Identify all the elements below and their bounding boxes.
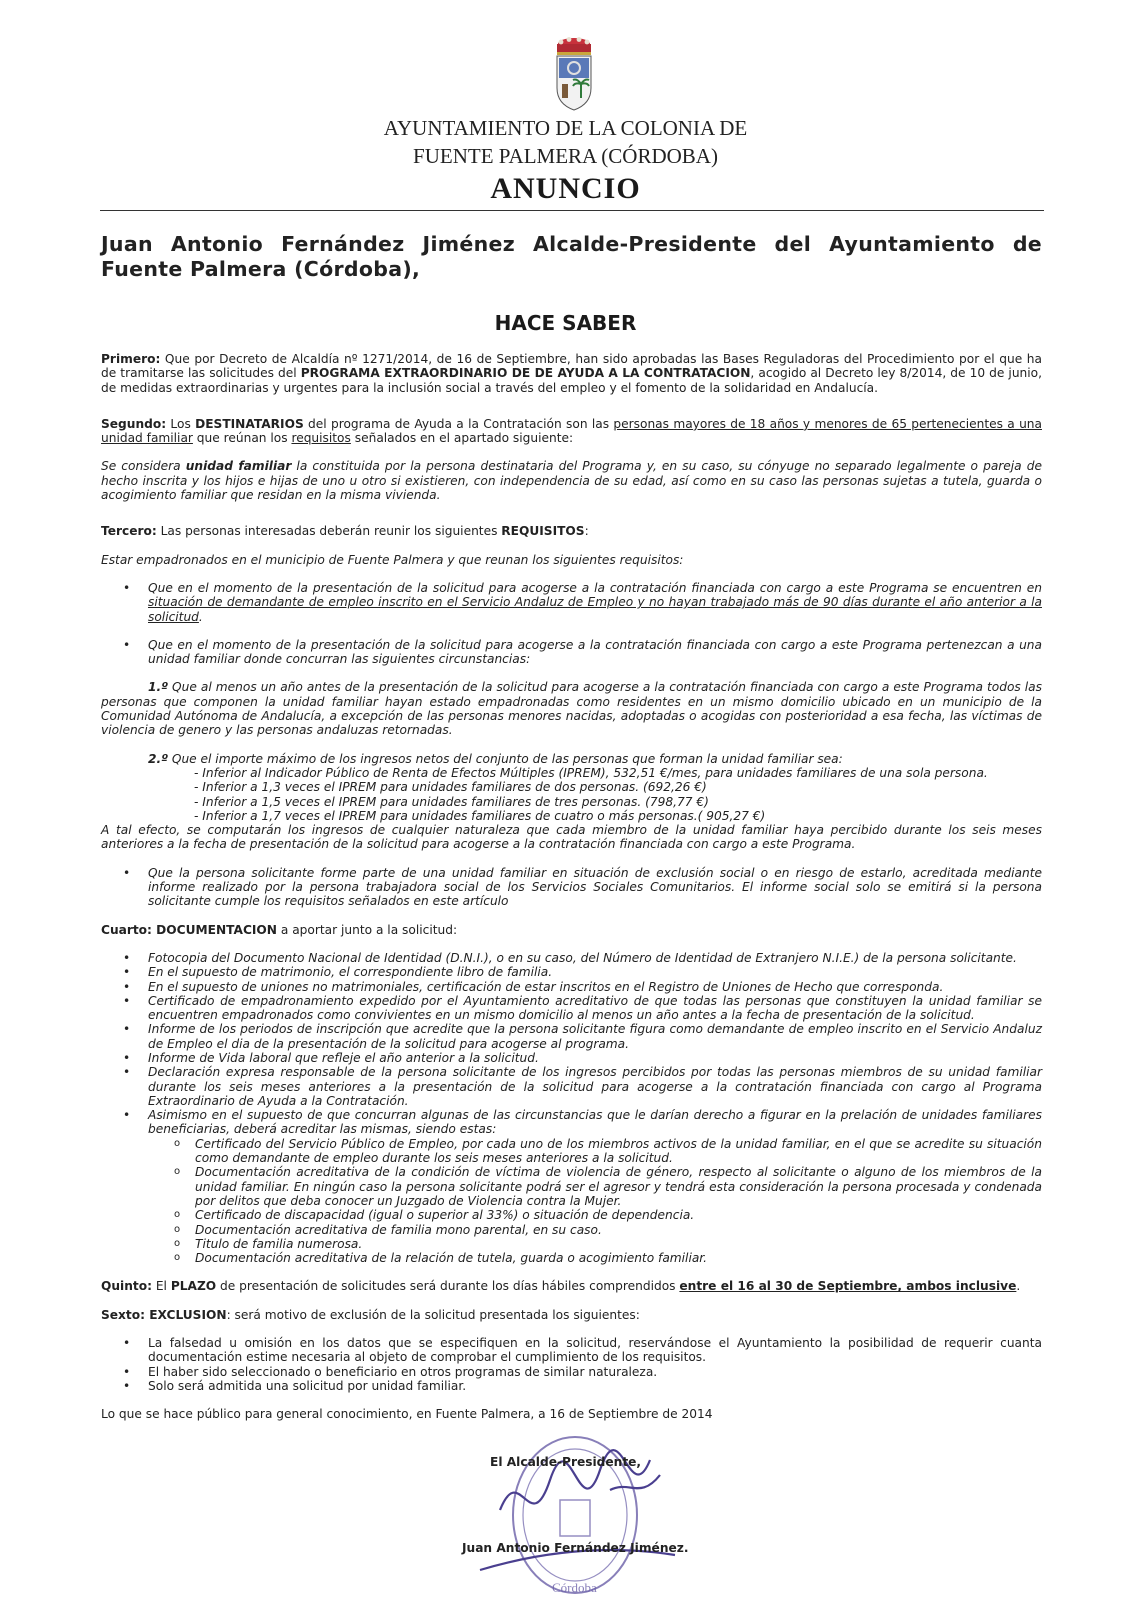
section-label: Quinto:: [101, 1279, 152, 1294]
requirements-list: [101, 638, 1042, 667]
deadline-text: entre el 16 al 30 de Septiembre, ambos inclusive: [679, 1279, 1017, 1294]
list-item: • Informe de los periodos de inscripción que acredite que la persona solicitante figura como demandante de empleo inscrito en el Servicio Andaluz de Empleo el dia de la presentación de la solicitud para acogerse al programa.: [101, 1022, 1042, 1051]
list-item: o Titulo de familia numerosa.: [101, 1237, 1042, 1251]
text-bold: unidad familiar: [185, 459, 292, 474]
text: la constituida por la persona destinataria del Programa y, en su caso, su cónyuge no separado legalmente o pareja de hecho inscrita y los hijos e hijas de uno u otro si existieren, con independencia de su edad, así como en su caso las personas sujetas a tutela, guarda o acogimiento familiar que residan en la misma vivienda.: [101, 459, 1042, 503]
section-segundo: [101, 417, 1042, 446]
text: Se considera: [101, 459, 186, 474]
text-underlined: personas mayores de 18 años y menores de 65 pertenecientes a una unidad familiar: [101, 416, 1042, 446]
list-item: o Documentación acreditativa de la relación de tutela, guarda o acogimiento familiar.: [101, 1251, 1042, 1265]
text: del programa de Ayuda a la Contratación son las: [303, 416, 614, 431]
list-item: • Certificado de empadronamiento expedido por el Ayuntamiento acreditativo de que todas las personas que constituyen la unidad familiar se encuentren empadronados como convivientes en un mismo domicilio al menos un año antes a la fecha de presentación de la solicitud.: [101, 994, 1042, 1023]
list-item: o Certificado del Servicio Público de Empleo, por cada uno de los miembros activos de la unidad familiar, en el que se acredite su situación como demandante de empleo durante los seis meses anteriores a la solicitud.: [101, 1137, 1042, 1166]
section-sexto: [101, 1308, 1042, 1322]
list-item: • Que la persona solicitante forme parte de una unidad familiar en situación de exclusión social o en riesgo de estarlo, acreditada mediante informe realizado por la persona trabajadora social de los Servicios Sociales Comunitarios. El informe social solo se emitirá si la persona solicitante cumple los requisitos señalados en este artículo: [101, 866, 1042, 909]
text: Que por Decreto de Alcaldía nº 1271/2014, de 16 de Septiembre, han sido aprobadas las Bases Reguladoras del Procedimiento por el que ha de tramitarse las solicitudes del: [101, 352, 1042, 381]
section-quinto: [101, 1279, 1042, 1293]
circumstance-number: 1.º: [148, 680, 168, 695]
text: Que el importe máximo de los ingresos netos del conjunto de las personas que forman la unidad familiar sea:: [167, 751, 843, 766]
text-bold: DESTINATARIOS: [195, 416, 304, 431]
section-label: Cuarto:: [101, 922, 152, 937]
text: .: [1016, 1279, 1021, 1294]
organization-name-line2: FUENTE PALMERA (CÓRDOBA): [413, 144, 718, 168]
list-item: • El haber sido seleccionado o beneficiario en otros programas de similar naturaleza.: [101, 1365, 1042, 1379]
text: :: [584, 524, 589, 539]
document-body: [101, 352, 1042, 1422]
stamp-text: Córdoba: [552, 1580, 597, 1595]
text: Las personas interesadas deberán reunir los siguientes: [156, 524, 502, 539]
circumstance-number: 2.º: [148, 751, 168, 766]
document-title: ANUNCIO: [490, 172, 641, 205]
section-cuarto: [101, 923, 1042, 937]
program-name: PROGRAMA EXTRAORDINARIO DE DE AYUDA A LA CONTRATACION: [300, 366, 751, 381]
text-bold: PLAZO: [170, 1279, 217, 1294]
coat-of-arms-icon: [545, 36, 603, 112]
signature-role: El Alcalde-Presidente,: [490, 1455, 642, 1469]
income-computation-note: A tal efecto, se computarán los ingresos de cualquier naturaleza que cada miembro de la unidad familiar haya percibido durante los seis meses anteriores a la fecha de presentación de la solicitud para acogerse a la contratación financiada con cargo a este Programa.: [101, 823, 1042, 852]
income-limit: - Inferior al Indicador Público de Renta de Efectos Múltiples (IPREM), 532,51 €/mes, para unidades familiares de una sola persona.: [194, 765, 988, 780]
list-item: [101, 581, 1042, 624]
text: Los: [166, 416, 196, 431]
section-label: Sexto:: [101, 1307, 145, 1322]
list-item: • Que en el momento de la presentación de la solicitud para acogerse a la contratación financiada con cargo a este Programa pertenezcan a una unidad familiar donde concurran las siguientes circunstancias:: [101, 638, 1042, 667]
text-bold: REQUISITOS: [501, 524, 585, 539]
text: : será motivo de exclusión de la solicitud presentada los siguientes:: [226, 1307, 640, 1322]
empadronados-text: Estar empadronados en el municipio de Fuente Palmera y que reunan los siguientes requisitos:: [101, 552, 684, 567]
list-item: • Asimismo en el supuesto de que concurran algunas de las circunstancias que le darían derecho a figurar en la prelación de unidades familiares beneficiarias, deberá acreditar las mismas, siendo estas:: [101, 1108, 1042, 1137]
circumstance-docs-list: [101, 1137, 1042, 1266]
text-underlined: requisitos: [291, 431, 351, 446]
list-item: • En el supuesto de matrimonio, el correspondiente libro de familia.: [101, 965, 1042, 979]
text-bold: DOCUMENTACION: [151, 922, 277, 937]
text-bold: EXCLUSION: [144, 1307, 227, 1322]
list-item: • Fotocopia del Documento Nacional de Identidad (D.N.I.), o en su caso, del Número de Identidad de Extranjero N.I.E.) de la persona solicitante.: [101, 951, 1042, 965]
list-item: o Documentación acreditativa de la condición de víctima de violencia de género, respecto al solicitante o alguno de los miembros de la unidad familiar. En ningún caso la persona solicitante podrá ser el agresor y tendrá esta consideración la persona procesada y condenada por delitos que deba conocer un Juzgado de Violencia contra la Mujer.: [101, 1165, 1042, 1208]
unidad-familiar-definition: [101, 459, 1042, 502]
text: .: [198, 609, 203, 624]
text: , acogido al Decreto ley 8/2014, de 10 de junio, de medidas extraordinarias y urgentes para la inclusión social a través del empleo y el fomento de la solidaridad en Andalucía.: [101, 366, 1042, 395]
closing-statement: Lo que se hace público para general conocimiento, en Fuente Palmera, a 16 de Septiembre de 2014: [101, 1407, 713, 1422]
text-underlined: situación de demandante de empleo inscrito en el Servicio Andaluz de Empleo y no hayan trabajado más de 90 días durante el año anterior a la solicitud: [148, 595, 1042, 624]
income-limit: - Inferior a 1,5 veces el IPREM para unidades familiares de tres personas. (798,77 €): [194, 794, 709, 809]
section-tercero: [101, 524, 1042, 538]
list-item: • La falsedad u omisión en los datos que se especifiquen en la solicitud, reservándose el Ayuntamiento la posibilidad de requerir cuanta documentación estime necesaria al objeto de comprobar el cumplimiento de los requisitos.: [101, 1336, 1042, 1365]
requirements-list: [101, 866, 1042, 909]
text: Que al menos un año antes de la presentación de la solicitud para acogerse a la contratación financiada con cargo a este Programa todos las personas que componen la unidad familiar hayan estado empadronadas como residentes en un mismo domicilio ubicado en un municipio de la Comunidad Autónoma de Andalucía, a excepción de las personas menores nacidas, adoptadas o acogidas con posterioridad a esa fecha, las víctimas de violencia de genero y las personas andaluzas retornadas.: [101, 680, 1042, 738]
section-label: Tercero:: [101, 524, 157, 539]
organization-name-line1: AYUNTAMIENTO DE LA COLONIA DE: [383, 116, 748, 140]
list-item: o Certificado de discapacidad (igual o superior al 33%) o situación de dependencia.: [101, 1208, 1042, 1222]
list-item: • En el supuesto de uniones no matrimoniales, certificación de estar inscritos en el Registro de Uniones de Hecho que corresponda.: [101, 980, 1042, 994]
text: que reúnan los: [192, 431, 292, 446]
list-item: • Informe de Vida laboral que refleje el año anterior a la solicitud.: [101, 1051, 1042, 1065]
circumstance-1: [101, 680, 1042, 737]
text: a aportar junto a la solicitud:: [277, 922, 458, 937]
signature-name: Juan Antonio Fernández Jiménez.: [462, 1541, 689, 1555]
section-primero: [101, 352, 1042, 395]
text: señalados en el apartado siguiente:: [350, 431, 574, 446]
section-label: Primero:: [101, 352, 161, 366]
text: de presentación de solicitudes será durante los días hábiles comprendidos: [216, 1279, 680, 1294]
exclusion-list: [101, 1336, 1042, 1393]
documentation-list: [101, 951, 1042, 1137]
requirements-list: [101, 581, 1042, 624]
mayor-heading: Juan Antonio Fernández Jiménez Alcalde-Presidente del Ayuntamiento de Fuente Palmera (Córdoba),: [101, 232, 1042, 281]
official-stamp-icon: [460, 1420, 690, 1600]
list-item: • Solo será admitida una solicitud por unidad familiar.: [101, 1379, 1042, 1393]
text: Que en el momento de la presentación de la solicitud para acogerse a la contratación financiada con cargo a este Programa se encuentren en: [148, 580, 1042, 595]
hace-saber-heading: HACE SABER: [494, 311, 637, 335]
income-limit: - Inferior a 1,7 veces el IPREM para unidades familiares de cuatro o más personas.( 905,27 €): [194, 808, 766, 823]
section-label: Segundo:: [101, 416, 167, 431]
circumstance-2: [101, 752, 1042, 766]
list-item: o Documentación acreditativa de familia mono parental, en su caso.: [101, 1223, 1042, 1237]
list-item: • Declaración expresa responsable de la persona solicitante de los ingresos percibidos por todas las personas miembros de su unidad familiar durante los seis meses anteriores a la presentación de la solicitud para acogerse a la contratación financiada con cargo al Programa Extraordinario de Ayuda a la Contratación.: [101, 1065, 1042, 1108]
text: El: [151, 1279, 171, 1294]
income-limit: - Inferior a 1,3 veces el IPREM para unidades familiares de dos personas. (692,26 €): [194, 780, 707, 795]
header-divider: [100, 210, 1044, 211]
